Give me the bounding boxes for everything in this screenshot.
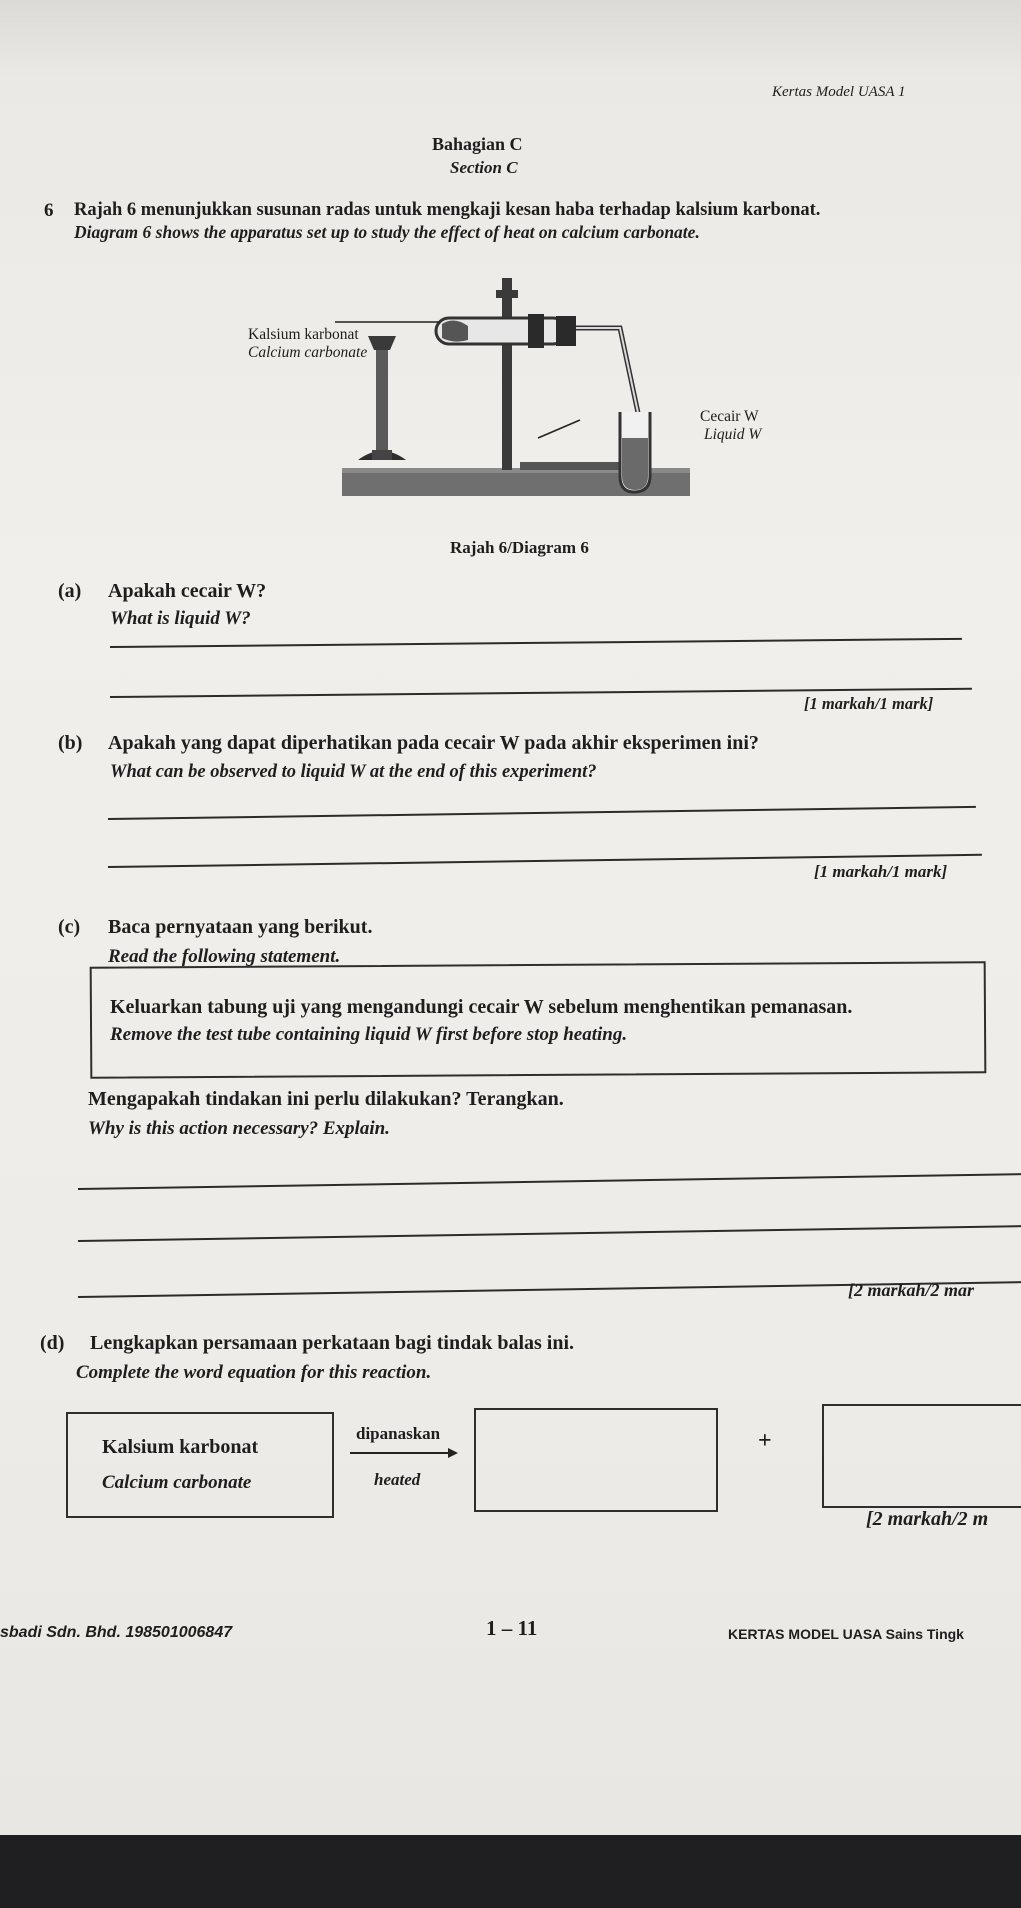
part-b-answer-line-1[interactable]: [108, 806, 976, 820]
section-title-en: Section C: [450, 158, 518, 177]
paper-name: Kertas Model UASA 1: [772, 84, 906, 100]
part-b-marks: [1 markah/1 mark]: [814, 862, 948, 881]
arrow-label-bottom: heated: [374, 1470, 421, 1489]
arrow-label-top: dipanaskan: [356, 1424, 441, 1443]
footer-publisher: sbadi Sdn. Bhd. 198501006847: [0, 1624, 233, 1641]
part-d-question-ms: Lengkapkan persamaan perkataan bagi tindak balas ini.: [90, 1332, 575, 1354]
retort-stand-rod: [502, 278, 512, 470]
section-title-ms: Bahagian C: [432, 134, 523, 154]
reactant-ms: Kalsium karbonat: [102, 1436, 259, 1458]
part-c-marks: [2 markah/2 mar: [848, 1280, 975, 1300]
part-c-intro-en: Read the following statement.: [108, 946, 341, 967]
bunsen-burner: [376, 340, 388, 458]
part-b-label: (b): [58, 732, 83, 754]
label-liquid-w-ms: Cecair W: [700, 408, 759, 425]
question-intro-en: Diagram 6 shows the apparatus set up to study the effect of heat on calcium carbonate.: [74, 222, 700, 242]
reaction-arrow-icon: [350, 1446, 460, 1460]
part-d-label: (d): [40, 1332, 65, 1354]
plus-sign: +: [758, 1428, 772, 1454]
footer-series: KERTAS MODEL UASA Sains Tingk: [728, 1626, 964, 1642]
part-a-question-ms: Apakah cecair W?: [108, 580, 267, 602]
part-d-marks: [2 markah/2 m: [866, 1508, 989, 1530]
apparatus-diagram: [240, 270, 780, 510]
part-b-question-en: What can be observed to liquid W at the end of this experiment?: [110, 762, 597, 782]
statement-box: [90, 961, 987, 1078]
reactant-box: [66, 1412, 334, 1518]
statement-en: Remove the test tube containing liquid W first before stop heating.: [110, 1024, 628, 1045]
question-number: 6: [44, 200, 54, 221]
part-a-answer-line-1[interactable]: [110, 638, 962, 648]
part-a-label: (a): [58, 580, 82, 602]
part-a-question-en: What is liquid W?: [110, 608, 251, 629]
part-c-label: (c): [58, 916, 81, 938]
part-c-question-ms: Mengapakah tindakan ini perlu dilakukan? Terangkan.: [88, 1088, 564, 1110]
product-1-answer-box[interactable]: [474, 1408, 718, 1512]
diagram-caption: Rajah 6/Diagram 6: [450, 538, 589, 557]
part-c-intro-ms: Baca pernyataan yang berikut.: [108, 916, 373, 938]
statement-ms: Keluarkan tabung uji yang mengandungi cecair W sebelum menghentikan pemanasan.: [110, 996, 853, 1018]
background-shadow: [0, 1835, 1021, 1908]
footer-page-number: 1 – 11: [486, 1616, 538, 1640]
part-c-answer-line-2[interactable]: [78, 1225, 1021, 1242]
part-d-question-en: Complete the word equation for this reaction.: [76, 1362, 432, 1383]
liquid-w: [622, 438, 648, 490]
part-c-question-en: Why is this action necessary? Explain.: [88, 1118, 390, 1139]
part-a-marks: [1 markah/1 mark]: [804, 694, 934, 713]
calcium-carbonate-icon: [442, 320, 468, 341]
label-liquid-w-en: Liquid W: [704, 426, 762, 443]
question-intro-ms: Rajah 6 menunjukkan susunan radas untuk mengkaji kesan haba terhadap kalsium karbonat.: [74, 200, 821, 220]
product-2-answer-box[interactable]: [822, 1404, 1021, 1508]
part-c-answer-line-1[interactable]: [78, 1173, 1021, 1190]
label-calcium-carbonate-en: Calcium carbonate: [248, 344, 368, 361]
reactant-en: Calcium carbonate: [102, 1472, 252, 1493]
part-b-question-ms: Apakah yang dapat diperhatikan pada cecair W pada akhir eksperimen ini?: [108, 732, 759, 754]
label-calcium-carbonate-ms: Kalsium karbonat: [248, 326, 359, 343]
